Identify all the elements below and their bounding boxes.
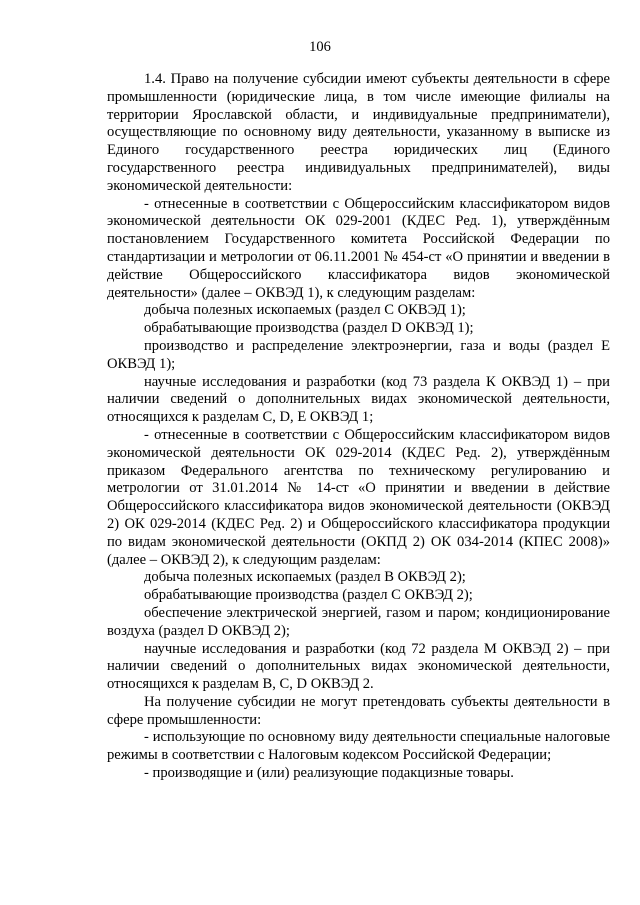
okved1-section-e: производство и распределение электроэнергии, газа и воды (раздел Е ОКВЭД 1); xyxy=(107,337,610,372)
page-number: 106 xyxy=(309,39,331,55)
okved1-code-73: научные исследования и разработки (код 73 раздела К ОКВЭД 1) – при наличии сведений о дополнительных видах экономической деятельности, относящихся к разделам C, D, E ОКВЭД 1; xyxy=(107,373,610,426)
exclusion-special-tax: - использующие по основному виду деятельности специальные налоговые режимы в соответствии с Налоговым кодексом Российской Федерации; xyxy=(107,729,610,764)
okved2-section-d: обеспечение электрической энергией, газом и паром; кондиционирование воздуха (раздел D ОКВЭД 2); xyxy=(107,604,610,639)
okved2-section-b: добыча полезных ископаемых (раздел В ОКВЭД 2); xyxy=(144,569,466,586)
okved1-section-d: обрабатывающие производства (раздел D ОКВЭД 1); xyxy=(144,320,474,337)
paragraph-exclusions-intro: На получение субсидии не могут претендовать субъекты деятельности в сфере промышленности: xyxy=(107,693,610,728)
paragraph-okved2-item: - отнесенные в соответствии с Общероссийским классификатором видов экономической деятельности ОК 029-2014 (КДЕС Ред. 2), утверждённым приказом Федерального агентства по техническому регулированию и метрологии от 31.01.2014 № 14-ст «О принятии и введении в действие Общероссийского классификатора видов экономической деятельности (ОКВЭД 2) ОК 029-2014 (КДЕС Ред. 2) и Общероссийского классификатора продукции по видам экономической деятельности (ОКПД 2) ОК 034-2014 (КПЕС 2008)» (далее – ОКВЭД 2), к следующим разделам: xyxy=(107,426,610,568)
okved2-section-c: обрабатывающие производства (раздел С ОКВЭД 2); xyxy=(144,587,473,604)
document-body xyxy=(107,71,610,783)
exclusion-excise-goods: - производящие и (или) реализующие подакцизные товары. xyxy=(144,765,514,782)
okved2-code-72: научные исследования и разработки (код 72 раздела М ОКВЭД 2) – при наличии сведений о дополнительных видах экономической деятельности, относящихся к разделам B, C, D ОКВЭД 2. xyxy=(107,640,610,693)
paragraph-okved1-item: - отнесенные в соответствии с Общероссийским классификатором видов экономической деятельности ОК 029-2001 (КДЕС Ред. 1), утверждённым постановлением Государственного комитета Российской Федерации по стандартизации и метрологии от 06.11.2001 № 454-ст «О принятии и введении в действие Общероссийского классификатора видов экономической деятельности» (далее – ОКВЭД 1), к следующим разделам: xyxy=(107,195,610,301)
paragraph-1-4-intro: 1.4. Право на получение субсидии имеют субъекты деятельности в сфере промышленности (юридические лица, в том числе имеющие филиалы на территории Ярославской области, и индивидуальные предприниматели), осуществляющие по основному виду деятельности, указанному в выписке из Единого государственного реестра юридических лиц (Единого государственного реестра индивидуальных предпринимателей), виды экономической деятельности: xyxy=(107,71,610,194)
okved1-section-c: добыча полезных ископаемых (раздел С ОКВЭД 1); xyxy=(144,302,466,319)
